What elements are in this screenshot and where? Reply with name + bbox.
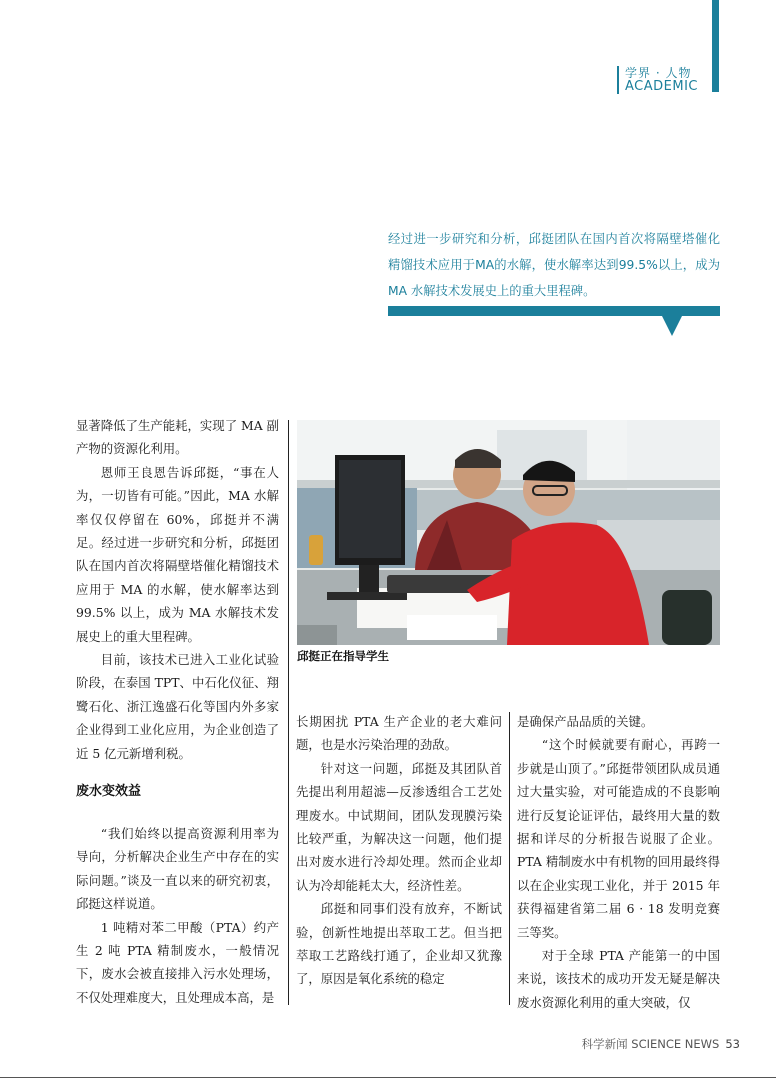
article-column-2 <box>296 710 502 991</box>
section-tag <box>617 66 720 94</box>
pull-quote-rule <box>388 306 720 316</box>
column-divider <box>509 712 510 1005</box>
paragraph: 恩师王良恩告诉邱挺，“事在人为，一切皆有可能。”因此，MA 水解率仅仅停留在 60%，邱挺并不满足。经过进一步研究和分析，邱挺团队在国内首次将隔壁塔催化精馏技术应用于 MA 的水解，使水解率达到 99.5% 以上，成为 MA 水解技术发展史上的重大里程碑。 <box>76 464 279 644</box>
article-photo <box>297 420 720 645</box>
paragraph: 对于全球 PTA 产能第一的中国来说，该技术的成功开发无疑是解决废水资源化利用的重大突破，仅 <box>517 948 720 1010</box>
article-column-3 <box>517 710 720 1014</box>
page-number: 53 <box>725 1037 740 1051</box>
page-footer <box>582 1036 740 1052</box>
paragraph: “这个时候就要有耐心，再跨一步就是山顶了。”邱挺带领团队成员通过大量实验，对可能造成的不良影响进行反复论证评估，最终用大量的数据和详尽的分析报告说服了企业。PTA 精制废水中有机物的回用最终得以在企业实现工业化，并于 2015 年获得福建省第二届 6 · 18 发明竞赛三等奖。 <box>517 737 720 940</box>
paragraph: 目前，该技术已进入工业化试验阶段，在泰国 TPT、中石化仪征、翔鹭石化、浙江逸盛石化等国内外多家企业得到工业化应用，为企业创造了近 5 亿元新增利税。 <box>76 652 279 761</box>
paragraph: 长期困扰 PTA 生产企业的老大难问题，也是水污染治理的劲敌。 <box>296 714 502 753</box>
article-column-1 <box>76 414 279 765</box>
column-divider <box>288 420 289 1005</box>
article-column-1-continued <box>76 822 279 1009</box>
footer-rule <box>0 1077 776 1078</box>
pull-quote-arrow-icon <box>662 316 682 336</box>
paragraph: 显著降低了生产能耗，实现了 MA 副产物的资源化利用。 <box>76 418 279 457</box>
paragraph: 邱挺和同事们没有放弃，不断试验，创新性地提出萃取工艺。但当把萃取工艺路线打通了，企业却又犹豫了，原因是氧化系统的稳定 <box>296 901 502 987</box>
paragraph: 1 吨精对苯二甲酸（PTA）约产生 2 吨 PTA 精制废水，一般情况下，废水会被直接排入污水处理场，不仅处理难度大，且处理成本高，是 <box>76 919 279 1005</box>
magazine-name: 科学新闻 SCIENCE NEWS <box>581 1037 720 1051</box>
photo-illustration <box>297 420 720 645</box>
photo-caption: 邱挺正在指导学生 <box>297 649 389 663</box>
section-name-zh: 学界 · 人物 <box>625 66 692 80</box>
pull-quote: 经过进一步研究和分析，邱挺团队在国内首次将隔壁塔催化精馏技术应用于MA的水解，使水解率达到99.5%以上，成为 MA 水解技术发展史上的重大里程碑。 <box>388 232 720 298</box>
paragraph: “我们始终以提高资源利用率为导向，分析解决企业生产中存在的实际问题。”谈及一直以来的研究初衷，邱挺这样说道。 <box>76 826 279 912</box>
paragraph: 是确保产品品质的关键。 <box>517 714 654 729</box>
section-subheading: 废水变效益 <box>76 784 142 799</box>
section-name-en: ACADEMIC <box>625 79 698 94</box>
paragraph: 针对这一问题，邱挺及其团队首先提出利用超滤—反渗透组合工艺处理废水。中试期间，团队发现膜污染比较严重，为解决这一问题，他们提出对废水进行冷却处理。然而企业却认为冷却能耗太大，经济性差。 <box>296 760 502 893</box>
